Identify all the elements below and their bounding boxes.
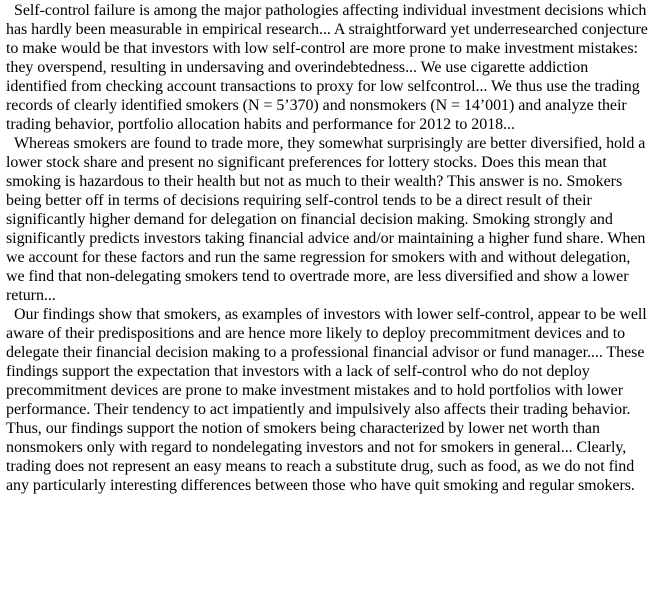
paragraph-3: Our findings show that smokers, as examples of investors with lower self-control, appear to be well aware of their predispositions and are hence more likely to deploy precommitment devices and to delegate their financial decision making to a professional financial advisor or fund manager.... These findings support the expectation that investors with a lack of self-control who do not deploy precommitment devices are prone to make investment mistakes and to hold portfolios with lower performance. Their tendency to act impatiently and impulsively also affects their trading behavior. Thus, our findings support the notion of smokers being characterized by lower net worth than nonsmokers only with regard to nondelegating investors and not for smokers in general... Clearly, trading does not represent an easy means to reach a substitute drug, such as food, as we do not find any particularly interesting differences between those who have quit smoking and regular smokers. <box>6 306 647 494</box>
paragraph-1: Self-control failure is among the major pathologies affecting individual investment decisions which has hardly been measurable in empirical research... A straightforward yet underresearched conjecture to make would be that investors with low self-control are more prone to make investment mistakes: they overspend, resulting in undersaving and overindebtedness... We use cigarette addiction identified from checking account transactions to proxy for low selfcontrol... We thus use the trading records of clearly identified smokers (N = 5’370) and nonsmokers (N = 14’001) and analyze their trading behavior, portfolio allocation habits and performance for 2012 to 2018... <box>6 2 648 133</box>
paragraph-2: Whereas smokers are found to trade more, they somewhat surprisingly are better diversified, hold a lower stock share and present no significant preferences for lottery stocks. Does this mean that smoking is hazardous to their health but not as much to their wealth? This answer is no. Smokers being better off in terms of decisions requiring self-control tends to be a direct result of their significantly higher demand for delegation on financial decision making. Smoking strongly and significantly predicts investors taking financial advice and/or maintaining a higher fund share. When we account for these factors and run the same regression for smokers with and without delegation, we find that non-delegating smokers tend to overtrade more, are less diversified and show a lower return... <box>6 135 646 304</box>
